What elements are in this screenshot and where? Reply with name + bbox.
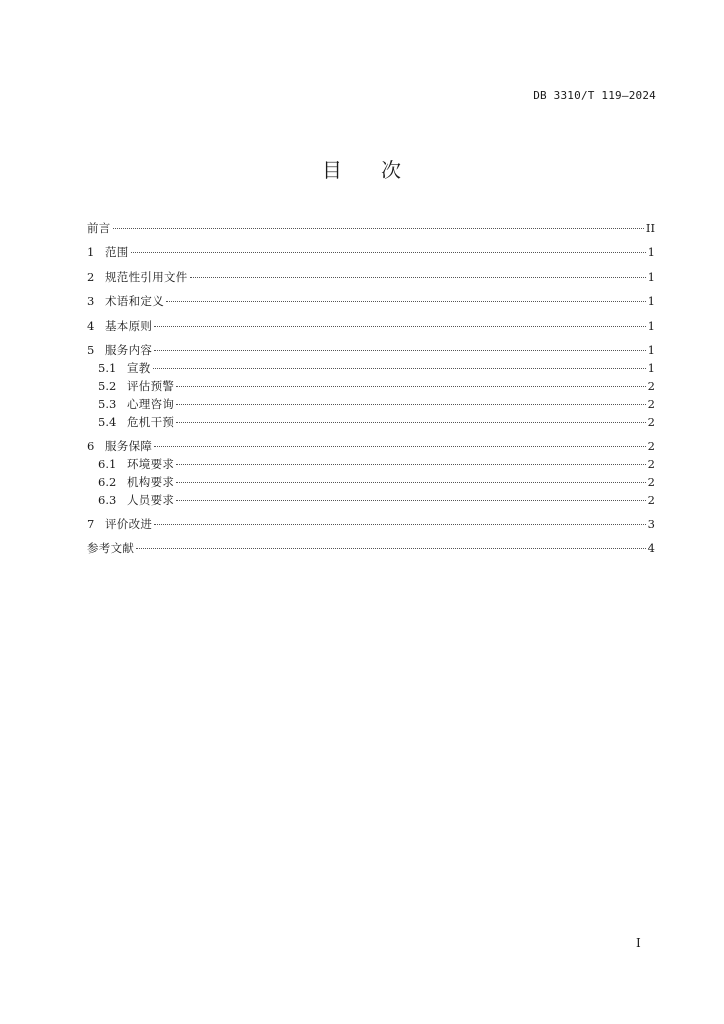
toc-entry-label: 规范性引用文件 xyxy=(105,269,188,284)
toc-entry-label: 心理咨询 xyxy=(127,396,175,411)
toc-entry-number: 6.1 xyxy=(98,456,117,471)
toc-entry-number: 1 xyxy=(87,245,95,260)
toc-dot-leader xyxy=(176,386,645,387)
toc-entry-page: 1 xyxy=(647,360,655,375)
toc-entry[interactable] xyxy=(87,540,655,557)
document-code: DB 3310/T 119—2024 xyxy=(533,89,656,102)
toc-entry[interactable] xyxy=(87,516,655,533)
toc-entry-page: 2 xyxy=(647,456,655,471)
toc-entry[interactable] xyxy=(87,342,655,359)
toc-entry-label: 服务保障 xyxy=(105,438,153,453)
toc-entry-number: 5.2 xyxy=(98,378,117,393)
toc-entry-page: 3 xyxy=(647,516,655,531)
toc-entry-page: 1 xyxy=(647,269,655,284)
toc-dot-leader xyxy=(176,464,645,465)
toc-entry-number: 3 xyxy=(87,294,95,309)
toc-entry[interactable] xyxy=(87,318,655,335)
toc-entry[interactable] xyxy=(87,414,655,431)
toc-entry-label: 评估预警 xyxy=(127,378,175,393)
toc-entry-number: 7 xyxy=(87,516,95,531)
toc-entry-number: 5 xyxy=(87,342,95,357)
toc-entry-label: 危机干预 xyxy=(127,414,175,429)
toc-entry-label: 评价改进 xyxy=(105,516,153,531)
toc-entry-page: 1 xyxy=(647,342,655,357)
toc-entry-page: 2 xyxy=(647,474,655,489)
toc-entry[interactable] xyxy=(87,220,655,237)
toc-entry[interactable] xyxy=(87,438,655,455)
page-number: I xyxy=(636,936,641,950)
toc-entry-page: 4 xyxy=(647,541,655,556)
toc-dot-leader xyxy=(190,277,646,278)
toc-entry[interactable] xyxy=(87,456,655,473)
toc-dot-leader xyxy=(154,326,645,327)
toc-dot-leader xyxy=(166,301,646,302)
toc-dot-leader xyxy=(176,404,645,405)
table-of-contents xyxy=(87,220,655,557)
toc-entry-label: 术语和定义 xyxy=(105,294,164,309)
title-char-1: 目 xyxy=(322,158,343,182)
toc-entry[interactable] xyxy=(87,378,655,395)
toc-entry-page: 1 xyxy=(647,245,655,260)
toc-dot-leader xyxy=(154,446,645,447)
toc-entry-number: 4 xyxy=(87,318,95,333)
toc-dot-leader xyxy=(153,368,646,369)
toc-entry[interactable] xyxy=(87,244,655,261)
toc-entry[interactable] xyxy=(87,293,655,310)
toc-entry-page: 1 xyxy=(647,294,655,309)
toc-dot-leader xyxy=(113,228,644,229)
toc-entry-page: 1 xyxy=(647,318,655,333)
toc-entry-number: 2 xyxy=(87,269,95,284)
page-title xyxy=(0,154,724,183)
toc-dot-leader xyxy=(131,252,646,253)
toc-dot-leader xyxy=(176,482,645,483)
toc-entry[interactable] xyxy=(87,360,655,377)
toc-entry-label: 前言 xyxy=(87,221,111,235)
toc-dot-leader xyxy=(136,548,645,549)
toc-entry-page: 2 xyxy=(647,438,655,453)
toc-entry-label: 宣教 xyxy=(127,360,151,375)
toc-entry-label: 范围 xyxy=(105,245,129,260)
toc-entry-page: 2 xyxy=(647,378,655,393)
toc-dot-leader xyxy=(154,524,645,525)
toc-entry-page: 2 xyxy=(647,492,655,507)
toc-entry-number: 5.1 xyxy=(98,360,117,375)
toc-entry-number: 6 xyxy=(87,438,95,453)
toc-entry-label: 服务内容 xyxy=(105,342,153,357)
toc-entry-number: 5.3 xyxy=(98,396,117,411)
toc-entry[interactable] xyxy=(87,269,655,286)
toc-dot-leader xyxy=(176,422,645,423)
toc-entry-label: 人员要求 xyxy=(127,492,175,507)
toc-entry-page: 2 xyxy=(647,396,655,411)
toc-entry-number: 5.4 xyxy=(98,414,117,429)
toc-entry-number: 6.3 xyxy=(98,492,117,507)
toc-entry-page: 2 xyxy=(647,414,655,429)
toc-dot-leader xyxy=(154,350,645,351)
toc-entry-number: 6.2 xyxy=(98,474,117,489)
toc-entry-label: 基本原则 xyxy=(105,318,153,333)
title-char-2: 次 xyxy=(381,158,402,182)
toc-entry-label: 参考文献 xyxy=(87,541,135,556)
toc-entry-page: II xyxy=(645,221,655,235)
toc-entry-label: 环境要求 xyxy=(127,456,175,471)
toc-entry[interactable] xyxy=(87,396,655,413)
toc-entry[interactable] xyxy=(87,492,655,509)
toc-dot-leader xyxy=(176,500,645,501)
toc-entry-label: 机构要求 xyxy=(127,474,175,489)
toc-entry[interactable] xyxy=(87,474,655,491)
